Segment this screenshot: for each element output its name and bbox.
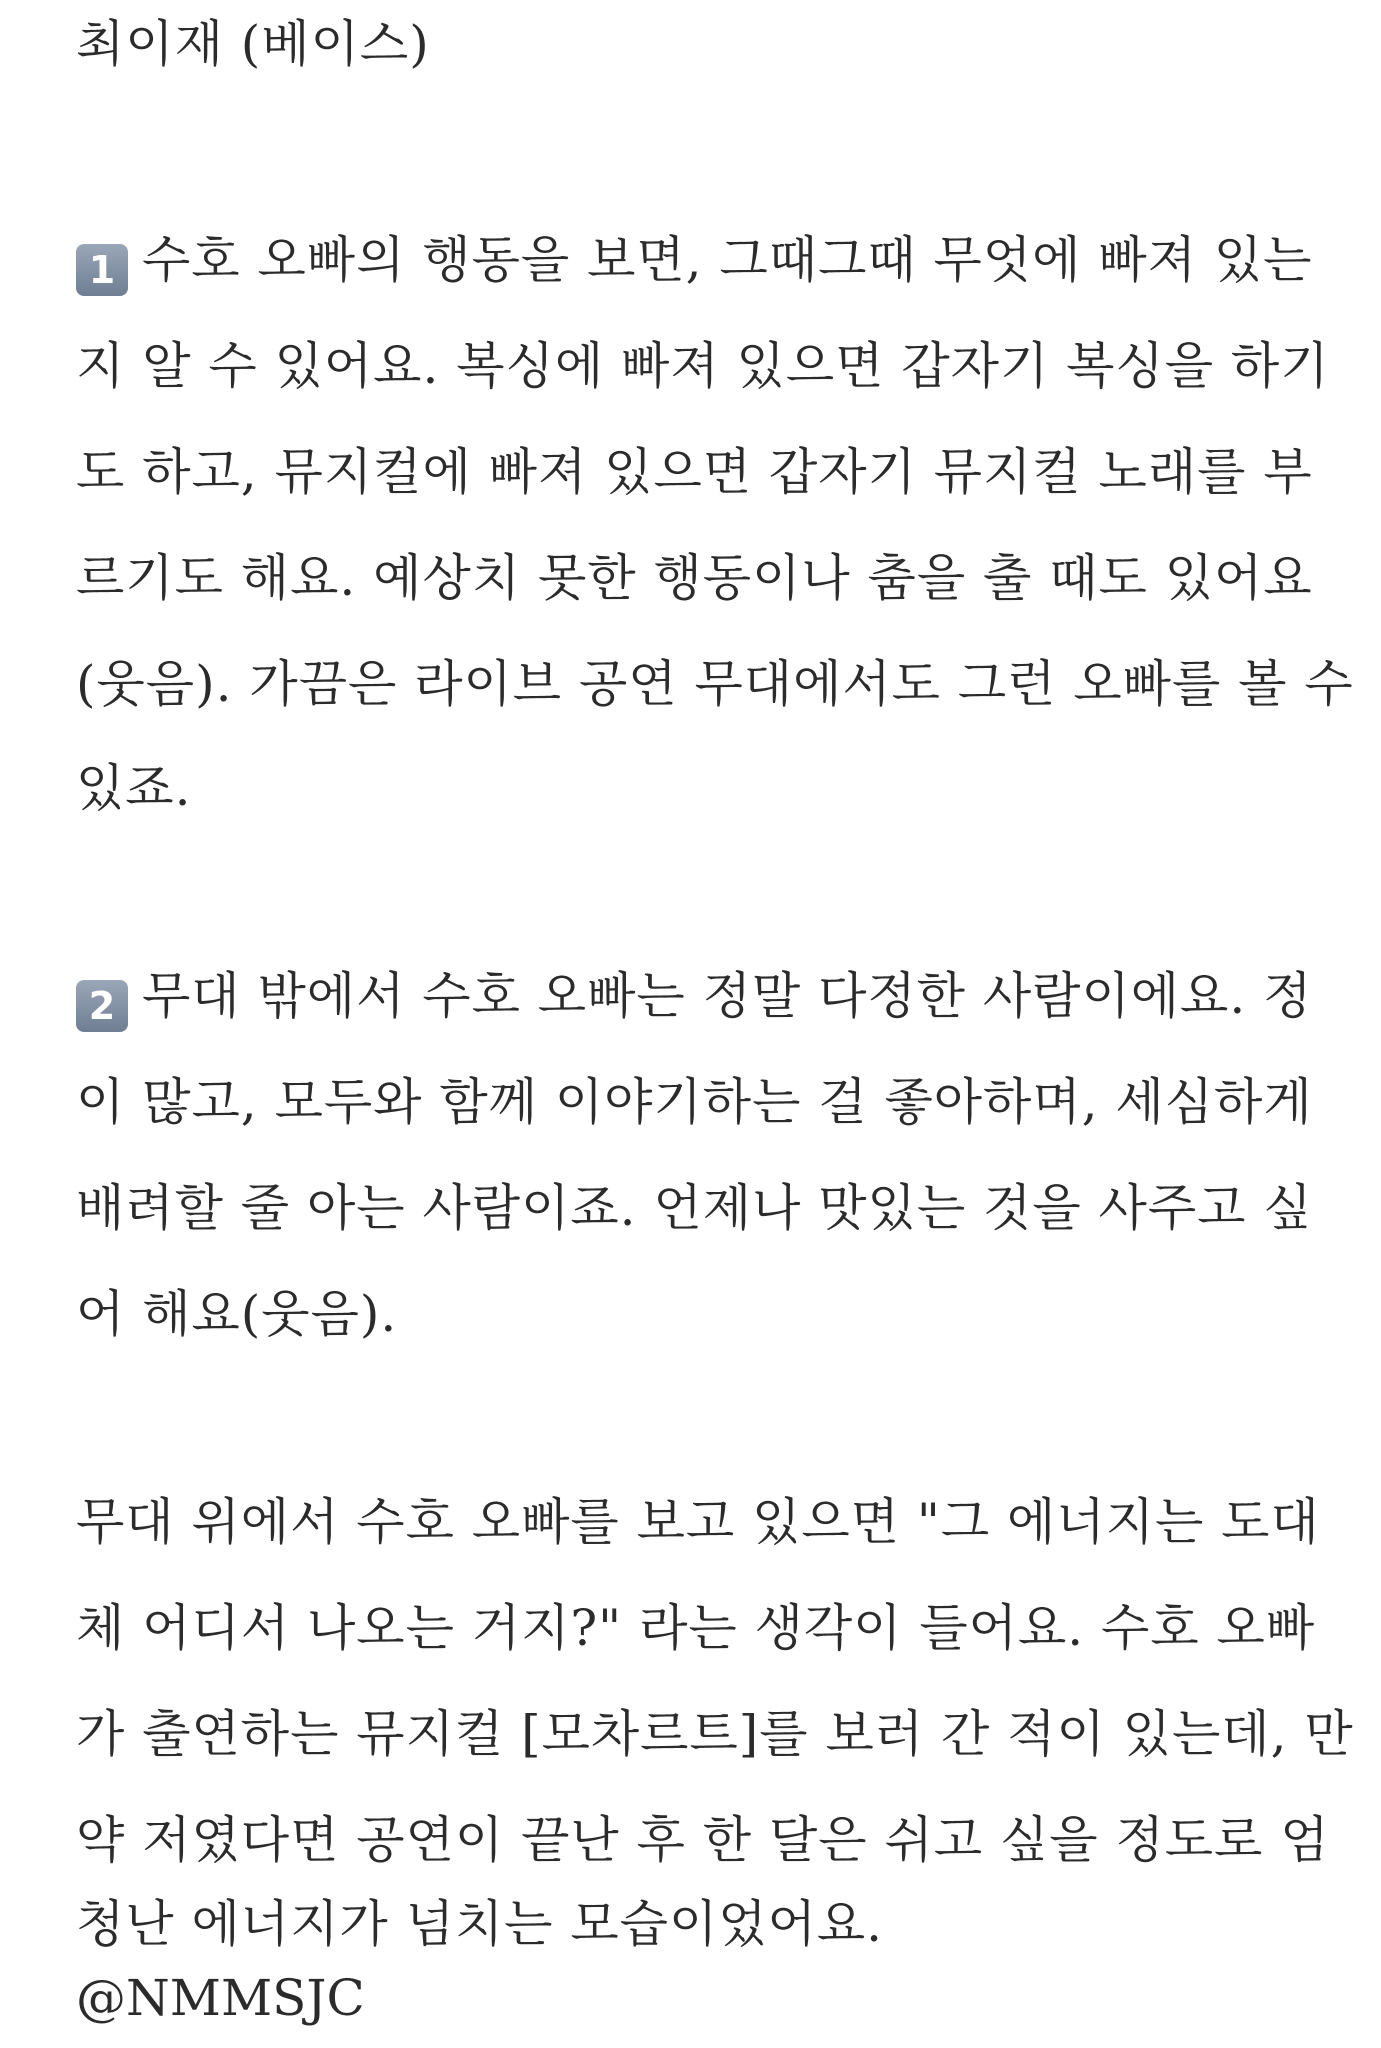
section1-line-4: 르기도 해요. 예상치 못한 행동이나 춤을 출 때도 있어요 — [76, 549, 1313, 607]
article-title: 최이재 (베이스) — [76, 15, 430, 73]
section1-line-6: 있죠. — [76, 759, 192, 817]
section2-line-4: 어 해요(웃음). — [76, 1285, 398, 1343]
section2-line-1-text: 무대 밖에서 수호 오빠는 정말 다정한 사람이에요. 정 — [142, 967, 1313, 1025]
section1-line-5: (웃음). 가끔은 라이브 공연 무대에서도 그런 오빠를 볼 수 — [76, 655, 1354, 713]
section1-line-1-text: 수호 오빠의 행동을 보면, 그때그때 무엇에 빠져 있는 — [142, 231, 1313, 289]
section2-line-2: 이 많고, 모두와 함께 이야기하는 걸 좋아하며, 세심하게 — [76, 1073, 1313, 1131]
section3-line-3: 가 출연하는 뮤지컬 [모차르트]를 보러 간 적이 있는데, 만 — [76, 1705, 1354, 1763]
section1-line-1 — [76, 230, 1312, 296]
section2-line-1 — [76, 966, 1312, 1032]
section3-line-1: 무대 위에서 수호 오빠를 보고 있으면 "그 에너지는 도대 — [76, 1493, 1320, 1551]
source-handle: @NMMSJC — [76, 1969, 365, 2027]
section2-line-3: 배려할 줄 아는 사람이죠. 언제나 맛있는 것을 사주고 싶 — [76, 1179, 1313, 1237]
section1-line-2: 지 알 수 있어요. 복싱에 빠져 있으면 갑자기 복싱을 하기 — [76, 337, 1330, 395]
section3-line-5: 청난 에너지가 넘치는 모습이었어요. — [76, 1895, 884, 1953]
section1-line-3: 도 하고, 뮤지컬에 빠져 있으면 갑자기 뮤지컬 노래를 부 — [76, 443, 1313, 501]
keycap-2-icon: 2 — [76, 980, 128, 1032]
keycap-1-icon: 1 — [76, 244, 128, 296]
section3-line-2: 체 어디서 나오는 거지?" 라는 생각이 들어요. 수호 오빠 — [76, 1599, 1316, 1657]
section3-line-4: 약 저였다면 공연이 끝난 후 한 달은 쉬고 싶을 정도로 엄 — [76, 1811, 1330, 1869]
